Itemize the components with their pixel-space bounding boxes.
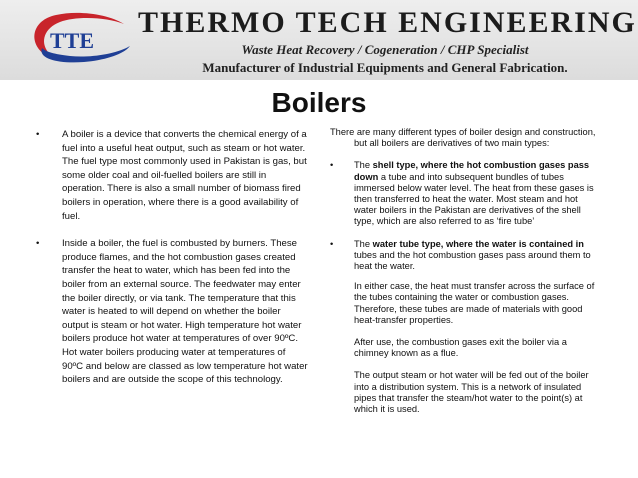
water-post: tubes and the hot combustion gases pass around them to heat the water. bbox=[354, 249, 591, 272]
tagline-specialist: Waste Heat Recovery / Cogeneration / CHP Specialist bbox=[241, 42, 529, 57]
left-bullet-text: Inside a boiler, the fuel is combusted by burners. These produce flames, and the hot combustion gases created transfer the heat to water, which has been fed into the boiler from an external source. The feedwater may enter the boiler directly, or via tank. The temperature that this water is heated to will depend on whether the boiler output is steam or hot water. High temperature hot water boilers produce hot water at temperatures of over 90ºC. Hot water boilers producing water at temperatures of 90ºC and below are classed as low temperature hot water boilers and are outside the scope of this technology. bbox=[62, 238, 308, 386]
shell-pre: The bbox=[354, 160, 373, 171]
water-bold: water tube type, where the water is contained in bbox=[372, 238, 584, 249]
header-banner bbox=[0, 0, 638, 80]
shell-bold: shell type, where the hot combustion gases pass down bbox=[354, 160, 590, 182]
right-intro: There are many different types of boiler design and construction, but all boilers are derivatives of two main types: bbox=[330, 127, 596, 149]
left-bullet-definition bbox=[36, 128, 308, 223]
right-column bbox=[330, 127, 600, 415]
bullet-glyph: • bbox=[36, 129, 40, 140]
left-column bbox=[36, 128, 308, 387]
right-paragraph-distribution: The output steam or hot water will be fed out of the boiler into a distribution system. This is a network of insulated pipes that transfer the steam/hot water to the point(s) at which it is used. bbox=[354, 370, 589, 415]
bullet-glyph: • bbox=[36, 238, 40, 250]
bullet-glyph: • bbox=[330, 238, 334, 249]
left-bullet-operation bbox=[36, 237, 308, 387]
right-paragraph-flue: After use, the combustion gases exit the boiler via a chimney known as a flue. bbox=[354, 337, 567, 359]
page-title: Boilers bbox=[271, 87, 367, 118]
logo-text: TTE bbox=[50, 28, 95, 53]
water-pre: The bbox=[354, 238, 373, 249]
left-bullet-text: A boiler is a device that converts the chemical energy of a fuel into a useful heat output, such as steam or hot water. The fuel type most commonly used in Pakistan is gas, but some older coal and oil-fuelled boilers are still in operation. There is also a small number of biomass fired boilers in operation, where there is a good availability of fuel. bbox=[62, 129, 307, 222]
bullet-glyph: • bbox=[330, 160, 334, 171]
right-bullet-shell-type bbox=[330, 160, 600, 227]
company-name: THERMO TECH ENGINEERING bbox=[138, 6, 637, 39]
right-paragraph-heat-transfer: In either case, the heat must transfer across the surface of the tubes containing the water or combustion gases. Therefore, these tubes are made of materials with good heat-transfer properties. bbox=[354, 281, 595, 325]
shell-post: a tube and into subsequent bundles of tubes immersed below water level. The heat from these gases is then transferred to heat the water. Most steam and hot water boilers in the Pakistan are derivatives of the shell type, which are also referred to as ‘fire tube’ bbox=[354, 171, 594, 227]
company-logo bbox=[26, 8, 136, 66]
tagline-manufacturer: Manufacturer of Industrial Equipments and General Fabrication. bbox=[202, 60, 568, 75]
right-bullet-water-tube-type bbox=[330, 239, 600, 273]
